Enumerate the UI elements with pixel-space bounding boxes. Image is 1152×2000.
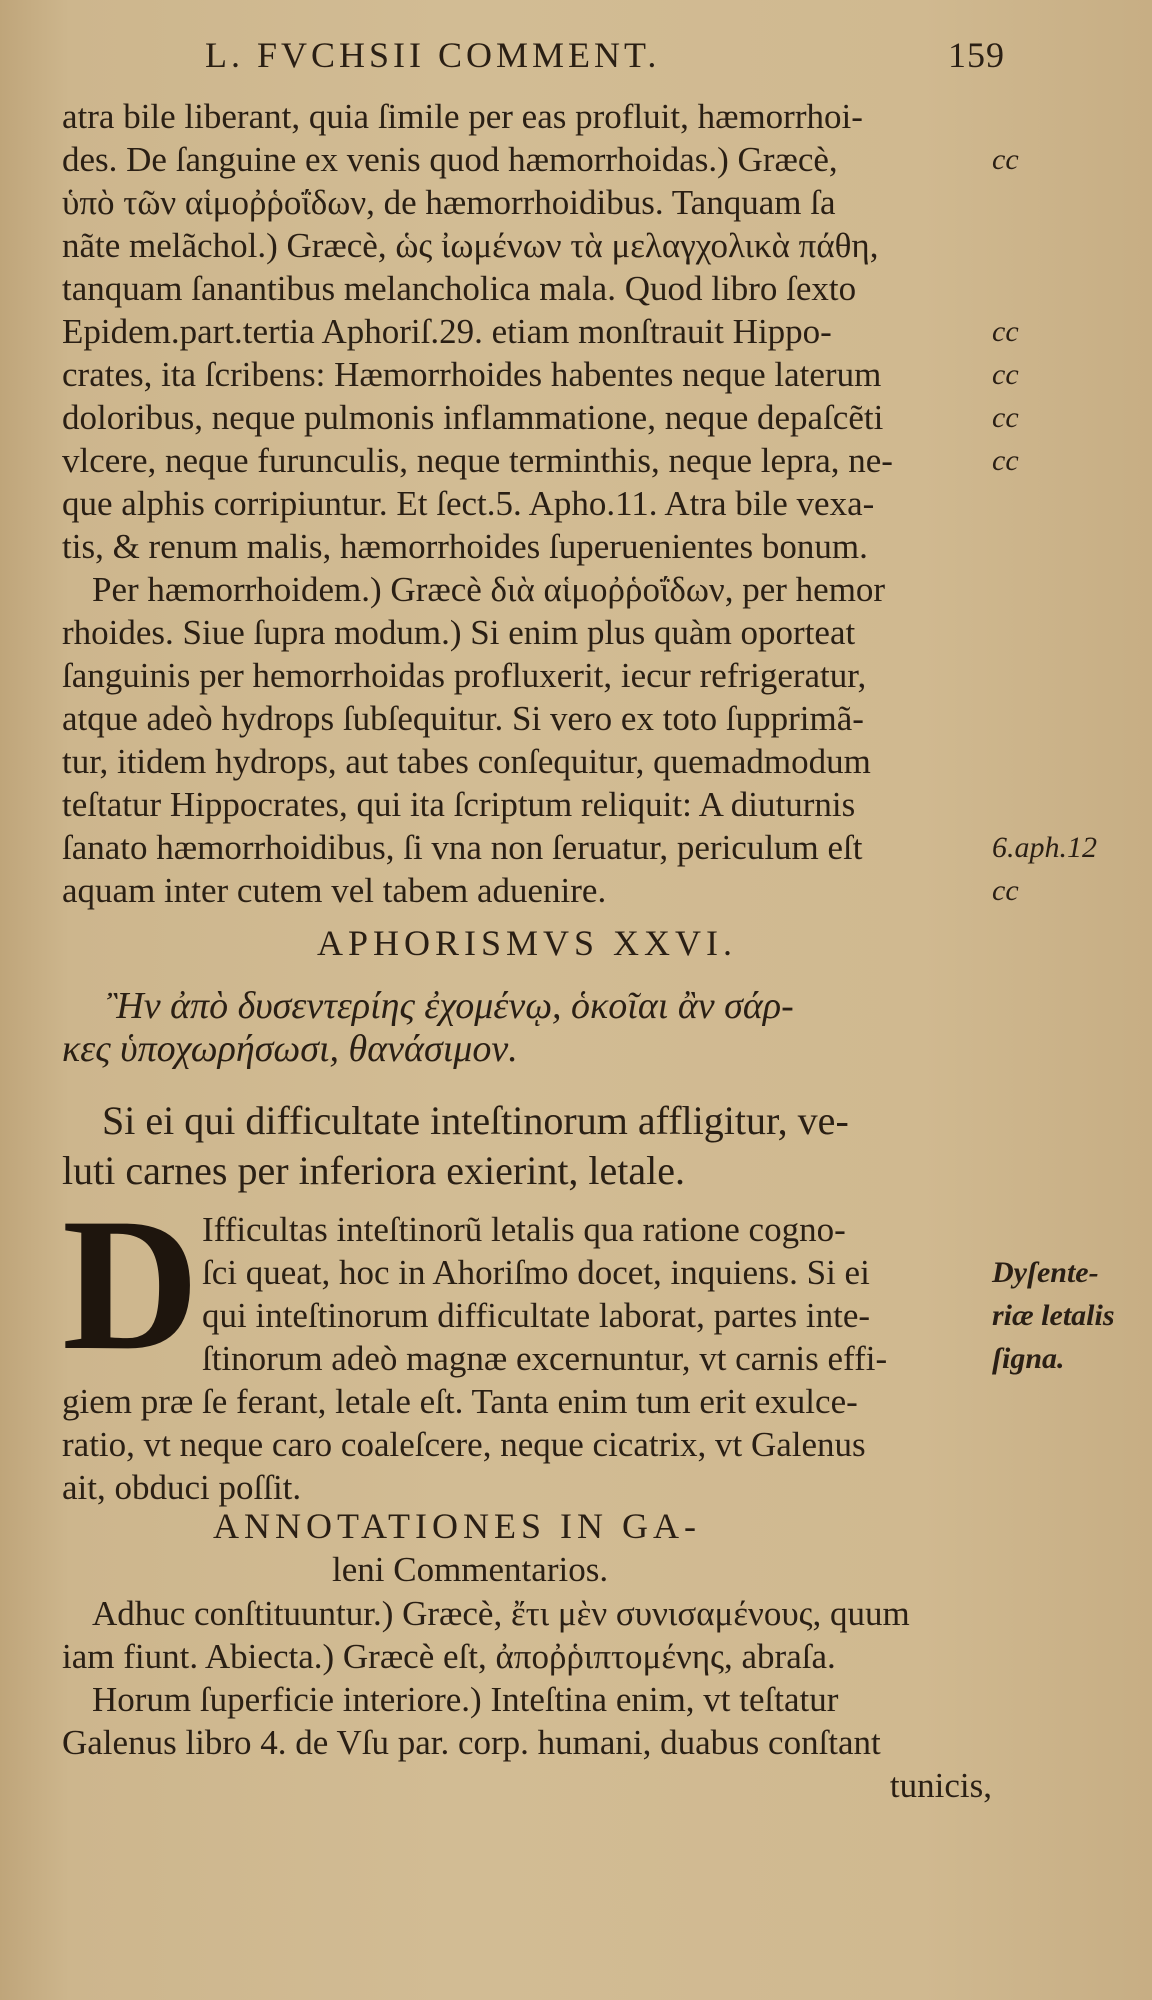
margin-note: cc [992, 401, 1019, 434]
margin-note: cc [992, 874, 1019, 907]
margin-note [992, 181, 1142, 224]
margin-note [992, 783, 1142, 826]
drop-cap-initial: D [62, 1180, 200, 1390]
page-number: 159 [948, 35, 1005, 75]
text-line: giem præ ſe ferant, letale eſt. Tanta enim tum erit exulce- [62, 1382, 858, 1421]
text-line: iam fiunt. Abiecta.) Græcè eſt, ἀποῤῥιπτομένης, abraſa. [62, 1637, 836, 1676]
text-line: qui inteſtinorum difficultate laborat, partes inte- [202, 1296, 871, 1335]
header-title: L. FVCHSII COMMENT. [205, 35, 661, 75]
text-line: ſtinorum adeò magnæ excernuntur, vt carnis effi- [202, 1339, 888, 1378]
text-line: rhoides. Siue ſupra modum.) Si enim plus quàm oporteat [62, 613, 856, 652]
margin-note: 6.aph.12 [992, 831, 1097, 864]
text-line: atque adeò hydrops ſubſequitur. Si vero ex toto ſupprimã- [62, 699, 864, 738]
text-line: Epidem.part.tertia Aphoriſ.29. etiam monſtrauit Hippo- [62, 312, 832, 351]
aphorism-heading: APHORISMVS XXVI. [316, 923, 738, 963]
text-line: Galenus libro 4. de Vſu par. corp. humani, duabus conſtant [62, 1723, 881, 1762]
text-line: des. De ſanguine ex venis quod hæmorrhoidas.) Græcè, [62, 140, 838, 179]
latin-line: Si ei qui difficultate inteſtinorum affligitur, ve- [102, 1098, 849, 1143]
text-line: nãte melãchol.) Græcè, ὡς ἰωμένων τὰ μελαγχολικὰ πάθη, [62, 226, 879, 265]
text-line: Per hæmorrhoidem.) Græcè διὰ αἱμοῤῥοΐδων, per hemor [92, 570, 886, 609]
text-line: ait, obduci poſſit. [62, 1468, 302, 1507]
text-line: Adhuc conſtituuntur.) Græcè, ἔτι μὲν συνισαμένους, quum [92, 1594, 910, 1633]
margin-note [992, 697, 1142, 740]
margin-note: Dyſente- [992, 1256, 1099, 1289]
text-line: tis, & renum malis, hæmorrhoides ſuperuenientes bonum. [62, 527, 868, 566]
margin-note [992, 224, 1142, 267]
text-line: ſci queat, hoc in Ahoriſmo docet, inquiens. Si ei [202, 1253, 870, 1292]
text-line: Horum ſuperficie interiore.) Inteſtina enim, vt teſtatur [92, 1680, 839, 1719]
text-line: atra bile liberant, quia ſimile per eas profluit, hæmorrhoi- [62, 97, 863, 136]
margin-note: ſigna. [992, 1342, 1065, 1375]
margin-note: cc [992, 143, 1019, 176]
text-line: crates, ita ſcribens: Hæmorrhoides habentes neque laterum [62, 355, 882, 394]
margin-notes-1 [992, 138, 1142, 912]
text-line: tur, itidem hydrops, aut tabes conſequitur, quemadmodum [62, 742, 871, 781]
margin-note [992, 611, 1142, 654]
margin-note: cc [992, 315, 1019, 348]
margin-note [992, 482, 1142, 525]
margin-note: cc [992, 358, 1019, 391]
latin-aphorism [62, 1096, 992, 1196]
margin-notes-2 [992, 1251, 1142, 1380]
margin-note: cc [992, 444, 1019, 477]
text-line: ſanguinis per hemorrhoidas profluxerit, iecur refrigeratur, [62, 656, 867, 695]
margin-note [992, 654, 1142, 697]
text-line: que alphis corripiuntur. Et ſect.5. Apho.11. Atra bile vexa- [62, 484, 875, 523]
margin-note: riæ letalis [992, 1299, 1115, 1332]
commentary [62, 1180, 992, 1509]
annotations-heading [62, 1505, 992, 1591]
greek-aphorism [62, 985, 992, 1071]
text-block-1 [62, 95, 992, 912]
text-line: vlcere, neque furunculis, neque terminthis, neque lepra, ne- [62, 441, 893, 480]
margin-note [992, 525, 1142, 568]
text-line: ὑπὸ τῶν αἱμοῤῥοΐδων, de hæmorrhoidibus. Tanquam ſa [62, 183, 836, 222]
margin-note [992, 568, 1142, 611]
text-line: Ifficultas inteſtinorũ letalis qua ratione cogno- [202, 1210, 846, 1249]
margin-note [992, 740, 1142, 783]
heading-line: leni Commentarios. [332, 1550, 609, 1589]
text-line: tanquam ſanantibus melancholica mala. Quod libro ſexto [62, 269, 857, 308]
text-line: doloribus, neque pulmonis inflammatione, neque depaſcẽti [62, 398, 884, 437]
text-line: ratio, vt neque caro coaleſcere, neque cicatrix, vt Galenus [62, 1425, 866, 1464]
heading-line: ANNOTATIONES IN GA- [212, 1506, 702, 1546]
annotations-block [62, 1592, 992, 1807]
greek-line: Ἢν ἀπὸ δυσεντερίης ἐχομένῳ, ὁκοῖαι ἂν σάρ- [107, 985, 794, 1027]
text-line: aquam inter cutem vel tabem aduenire. [62, 871, 607, 910]
margin-note [992, 267, 1142, 310]
text-line: ſanato hæmorrhoidibus, ſi vna non ſeruatur, periculum eſt [62, 828, 863, 867]
text-line: teſtatur Hippocrates, qui ita ſcriptum reliquit: A diuturnis [62, 785, 856, 824]
catchword: tunicis, [889, 1766, 992, 1805]
greek-line: κες ὑποχωρήσωσι, θανάσιμον. [62, 1028, 518, 1070]
latin-line: luti carnes per inferiora exierint, letale. [62, 1148, 686, 1193]
running-header [205, 34, 1005, 76]
